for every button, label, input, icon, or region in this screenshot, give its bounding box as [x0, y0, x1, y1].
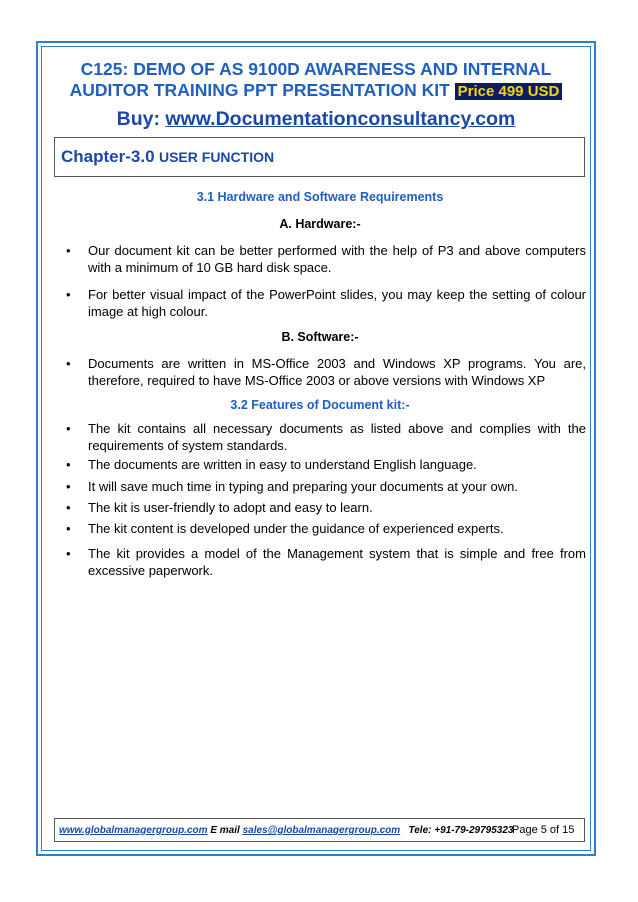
list-item-text: Documents are written in MS-Office 2003 and Windows XP programs. You are, therefore, required to have MS-Office 2003 or above versions with Windows XP [88, 356, 586, 388]
price-badge: Price 499 USD [455, 83, 563, 100]
page-number: Page 5 of 15 [512, 824, 575, 836]
bullet-dot-icon: • [66, 287, 71, 302]
footer-phone: Tele: +91-79-29795323 [408, 825, 514, 836]
list-item-text: The kit provides a model of the Management system that is simple and free from excessive paperwork. [88, 546, 586, 578]
list-item-text: Our document kit can be better performed with the help of P3 and above computers with a minimum of 10 GB hard disk space. [88, 243, 586, 275]
section-3-2-heading: 3.2 Features of Document kit:- [230, 398, 410, 412]
hardware-heading: A. Hardware:- [279, 217, 361, 231]
buy-label: Buy: [116, 108, 160, 130]
list-item-text: The documents are written in easy to understand English language. [88, 457, 477, 472]
bullet-dot-icon: • [66, 500, 71, 515]
bullet-dot-icon: • [66, 421, 71, 436]
chapter-heading [61, 147, 274, 168]
section-3-1-heading: 3.1 Hardware and Software Requirements [196, 190, 444, 204]
list-item-text: The kit contains all necessary documents as listed above and complies with the requirements of system standards. [88, 421, 586, 453]
bullet-dot-icon: • [66, 521, 71, 536]
chapter-number: Chapter-3.0 [61, 147, 155, 166]
bullet-dot-icon: • [66, 479, 71, 494]
list-item-text: The kit is user-friendly to adopt and easy to learn. [88, 500, 373, 515]
footer-email-link[interactable]: sales@globalmanagergroup.com [242, 825, 401, 836]
doc-title-line1: C125: DEMO OF AS 9100D AWARENESS AND INTERNAL [80, 59, 552, 79]
buy-line [44, 107, 588, 131]
list-item-text: For better visual impact of the PowerPoint slides, you may keep the setting of colour image at high colour. [88, 287, 586, 319]
doc-title-line2-text: AUDITOR TRAINING PPT PRESENTATION KIT [69, 80, 450, 100]
bullet-dot-icon: • [66, 546, 71, 561]
bullet-dot-icon: • [66, 457, 71, 472]
footer-email-label: E mail [210, 825, 240, 836]
buy-link[interactable]: www.Documentationconsultancy.com [165, 108, 516, 130]
software-heading: B. Software:- [281, 330, 359, 344]
footer-contact [59, 824, 514, 837]
list-item-text: It will save much time in typing and preparing your documents at your own. [88, 479, 518, 494]
footer-website-link[interactable]: www.globalmanagergroup.com [59, 825, 208, 836]
doc-title-line2 [44, 80, 588, 102]
bullet-dot-icon: • [66, 243, 71, 258]
chapter-title: USER FUNCTION [158, 149, 275, 165]
list-item-text: The kit content is developed under the guidance of experienced experts. [88, 521, 504, 536]
bullet-dot-icon: • [66, 356, 71, 371]
